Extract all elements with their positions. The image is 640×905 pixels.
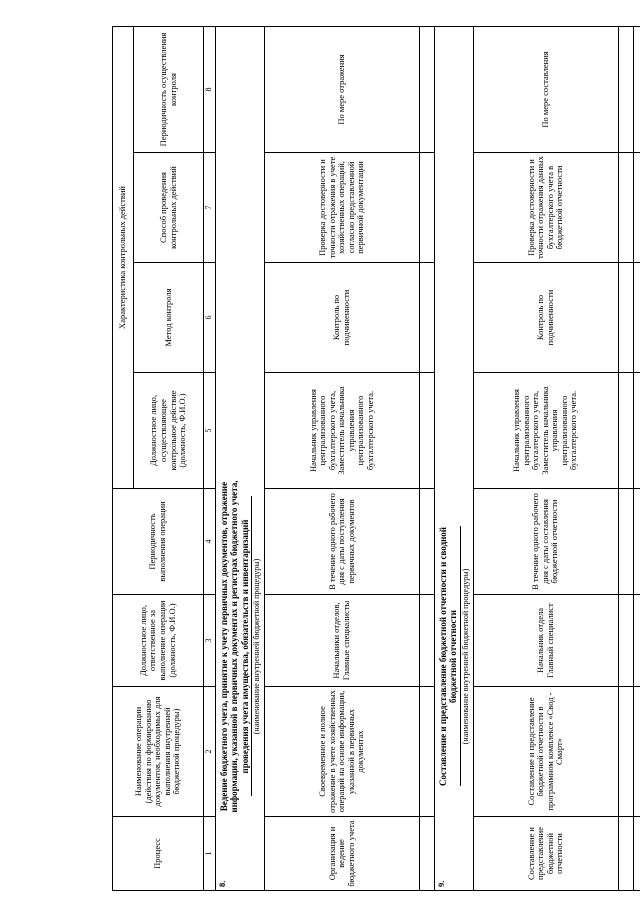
cell-responsible: Начальник отдела Главный специалист — [473, 595, 618, 687]
column-number: 5 — [204, 373, 216, 489]
section-note: (наименование внутренней бюджетной процедуры) — [460, 527, 471, 787]
table-row — [264, 27, 419, 891]
section-title: Ведение бюджетного учета, принятие к учету первичных документов, отражение информации, указанной в первичных документах и регистрах бюджетного учета, проведения учета имущества, обязательств и инвентаризаций — [219, 480, 250, 813]
cell-periodicity: В течение одного рабочего дня с даты составления бюджетной отчетности — [473, 489, 618, 595]
cell-controller: Начальник управления централизованного бухгалтерского учета, Заместитель начальника управления централизованного бухгалтерского учета. — [473, 373, 618, 489]
section-header-row — [216, 27, 265, 891]
cell-operation: Своевременное и полное отражение в учете хозяйственных операций на основе информации, указанной в первичных документах — [264, 687, 419, 817]
column-number: 8 — [204, 27, 216, 153]
cell-control-period: По мере составления — [473, 27, 618, 153]
column-number: 3 — [204, 595, 216, 687]
section-number: 9. — [434, 817, 473, 891]
section-title-cell — [216, 27, 265, 817]
header-row-1 — [113, 27, 134, 891]
cell-method: Контроль по подчиненности — [473, 263, 618, 373]
header-periodicity: Периодичность выполнения операции — [113, 489, 204, 595]
cell-periodicity: В течение одного рабочего дня с даты поступления первичных документов — [264, 489, 419, 595]
section-header-row — [434, 27, 473, 891]
cell-way: Проверка достоверности и точности отражения данных бухгалтерского учета в бюджетной отчетности — [473, 153, 618, 263]
header-process: Процесс — [113, 817, 204, 891]
cell-responsible: Начальники отделов, Главные специалисты — [264, 595, 419, 687]
header-operation: Наименование операции (действия по формированию документов, необходимых для выполнения внутренней бюджетной процедуры) — [113, 687, 204, 817]
cell-method: Контроль по подчиненности — [264, 263, 419, 373]
header-control-period: Периодичность осуществления контроля — [134, 27, 204, 153]
blank-row — [633, 27, 640, 891]
header-responsible: Должностное лицо, ответственное за выполнение операции (должность, Ф.И.О.) — [113, 595, 204, 687]
column-numbers-row — [204, 27, 216, 891]
cell-operation: Составление и представление бюджетной отчетности в программном комплексе «Свод - Смарт» — [473, 687, 618, 817]
cell-controller: Начальник управления централизованного бухгалтерского учета, Заместитель начальника управления централизованного бухгалтерского учета. — [264, 373, 419, 489]
table-row — [473, 27, 618, 891]
section-title: Составление и представление бюджетной отчетности и сводной бюджетной отчетности — [437, 527, 459, 786]
blank-row — [618, 27, 633, 891]
blank-row — [419, 27, 434, 891]
cell-process: Организация и ведение бюджетного учета — [264, 817, 419, 891]
header-group-title: Характеристика контрольных действий — [113, 27, 134, 489]
section-title-cell — [434, 27, 473, 817]
column-number: 4 — [204, 489, 216, 595]
column-number: 1 — [204, 817, 216, 891]
cell-way: Проверка достоверности и точности отражения в учете хозяйственных операций, согласно представленной первичной документации — [264, 153, 419, 263]
cell-process: Составление и представление бюджетной отчетности — [473, 817, 618, 891]
header-way: Способ проведения контрольных действий — [134, 153, 204, 263]
control-actions-table — [112, 26, 640, 891]
column-number: 7 — [204, 153, 216, 263]
column-number: 6 — [204, 263, 216, 373]
column-number: 2 — [204, 687, 216, 817]
header-controller: Должностное лицо, осуществляющее контрольное действие (должность, Ф.И.О.) — [134, 373, 204, 489]
section-note: (наименование внутренней бюджетной процедуры) — [251, 497, 262, 797]
header-method: Метод контроля — [134, 263, 204, 373]
cell-control-period: По мере отражения — [264, 27, 419, 153]
section-number: 8. — [216, 817, 265, 891]
